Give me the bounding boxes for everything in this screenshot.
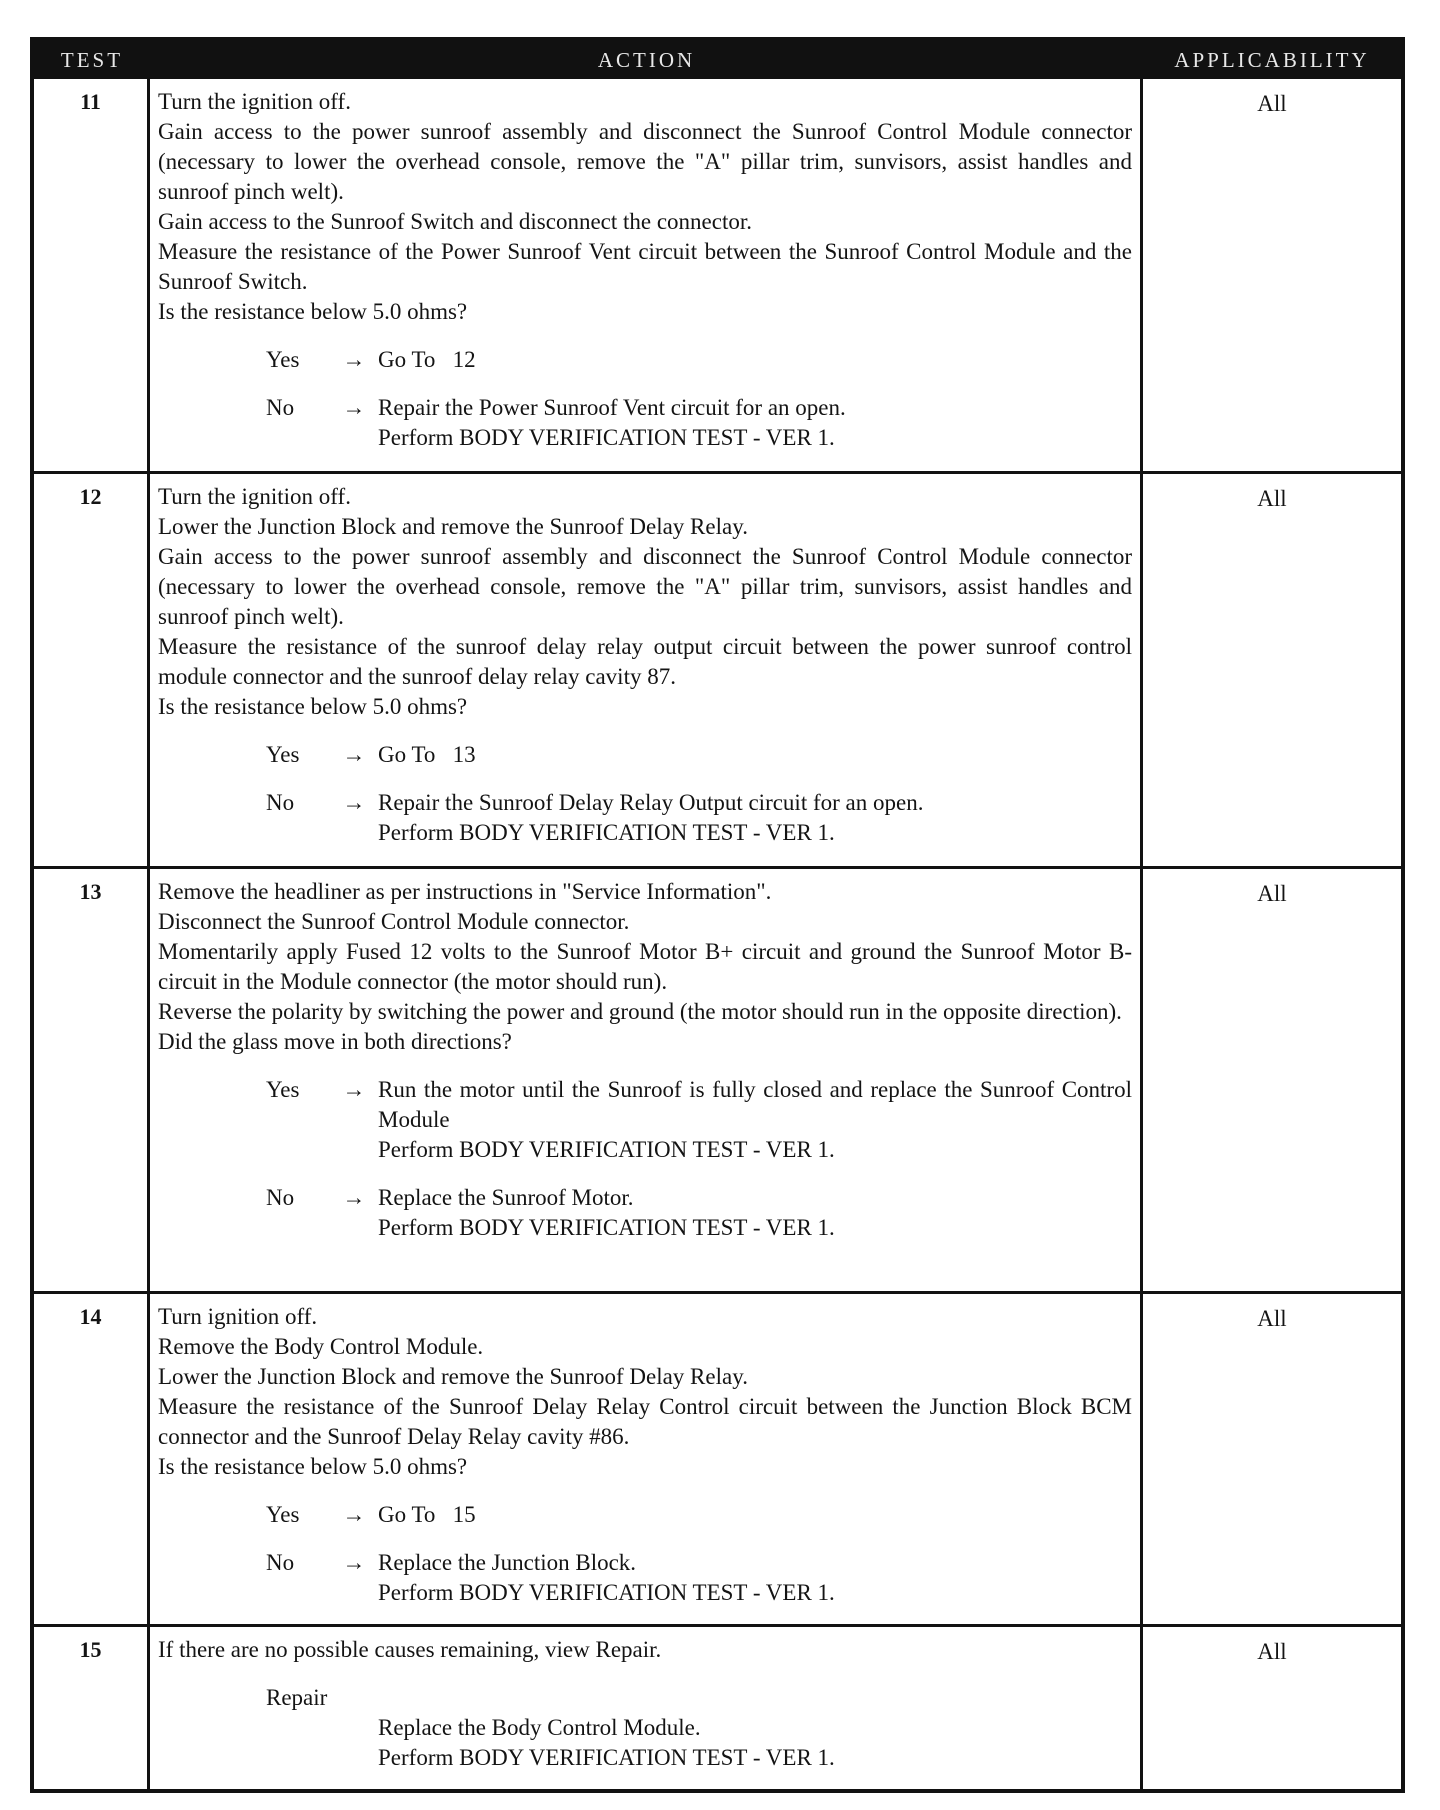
action-cell	[150, 1627, 1143, 1789]
instruction-line: Measure the resistance of the Power Sunroof Vent circuit between the Sunroof Control Module and the Sunroof Switch.	[158, 239, 1132, 294]
yes-text	[378, 1500, 1132, 1530]
applicability-value: All	[1257, 91, 1287, 116]
applicability-value: All	[1257, 881, 1287, 906]
no-label: No	[266, 1550, 295, 1575]
instruction-line: Measure the resistance of the Sunroof Delay Relay Control circuit between the Junction Block BCM connector and the Sunroof Delay Relay cavity #86.	[158, 1394, 1132, 1449]
yes-result	[266, 1500, 1132, 1530]
no-text	[378, 393, 1132, 453]
instruction-line: Is the resistance below 5.0 ohms?	[158, 1454, 468, 1479]
table-row	[34, 79, 1401, 474]
no-result	[266, 1183, 1132, 1243]
instruction-line: Is the resistance below 5.0 ohms?	[158, 694, 468, 719]
no-text	[378, 1548, 1132, 1608]
result-line: Perform BODY VERIFICATION TEST - VER 1.	[378, 1580, 835, 1605]
instruction-line: Reverse the polarity by switching the power and ground (the motor should run in the opposite direction).	[158, 999, 1122, 1024]
instruction-line: Gain access to the power sunroof assembly and disconnect the Sunroof Control Module connector (necessary to lower the overhead console, remove the "A" pillar trim, sunvisors, assist handles and sunroof pinch welt).	[158, 544, 1132, 629]
result-line: Go To 13	[378, 742, 476, 767]
no-text	[378, 788, 1132, 848]
yes-label: Yes	[266, 742, 300, 767]
applicability-value: All	[1257, 486, 1287, 511]
instructions	[158, 1635, 1132, 1665]
arrow-right-icon: →	[342, 1185, 366, 1210]
result-line: Perform BODY VERIFICATION TEST - VER 1.	[378, 820, 835, 845]
instructions	[158, 482, 1132, 722]
result-line: Perform BODY VERIFICATION TEST - VER 1.	[378, 425, 835, 450]
no-result	[266, 393, 1132, 453]
instructions	[158, 877, 1132, 1057]
instruction-line: Gain access to the Sunroof Switch and disconnect the connector.	[158, 209, 753, 234]
instruction-line: If there are no possible causes remaining, view Repair.	[158, 1637, 662, 1662]
no-text	[378, 1183, 1132, 1243]
no-result	[266, 1548, 1132, 1608]
instruction-line: Turn the ignition off.	[158, 89, 351, 114]
instruction-line: Measure the resistance of the sunroof delay relay output circuit between the power sunroof control module connector and the sunroof delay relay cavity 87.	[158, 634, 1132, 689]
applicability-value: All	[1257, 1306, 1287, 1331]
table-row	[34, 869, 1401, 1294]
arrow-right-icon: →	[342, 395, 366, 420]
yes-label: Yes	[266, 1077, 300, 1102]
result-line: Replace the Sunroof Motor.	[378, 1185, 634, 1210]
header-test: TEST	[60, 47, 124, 72]
no-label: No	[266, 1185, 295, 1210]
action-cell	[150, 474, 1143, 866]
yes-result	[266, 345, 1132, 375]
yes-label: Yes	[266, 347, 300, 372]
yes-label: Yes	[266, 1502, 300, 1527]
instruction-line: Gain access to the power sunroof assembly and disconnect the Sunroof Control Module connector (necessary to lower the overhead console, remove the "A" pillar trim, sunvisors, assist handles and sunroof pinch welt).	[158, 119, 1132, 204]
table-header	[34, 41, 1401, 79]
action-cell	[150, 869, 1143, 1291]
instructions	[158, 1302, 1132, 1482]
arrow-right-icon: →	[342, 1502, 366, 1527]
no-label: No	[266, 790, 295, 815]
instruction-line: Turn ignition off.	[158, 1304, 318, 1329]
test-number: 15	[34, 1627, 150, 1789]
result-line: Go To 12	[378, 347, 476, 372]
instruction-line: Momentarily apply Fused 12 volts to the Sunroof Motor B+ circuit and ground the Sunroof Motor B- circuit in the Module connector (the motor should run).	[158, 939, 1132, 994]
instruction-line: Lower the Junction Block and remove the Sunroof Delay Relay.	[158, 1364, 748, 1389]
instruction-line: Did the glass move in both directions?	[158, 1029, 512, 1054]
instruction-line: Turn the ignition off.	[158, 484, 351, 509]
table-row	[34, 1627, 1401, 1789]
result-line: Repair the Sunroof Delay Relay Output circuit for an open.	[378, 790, 924, 815]
result-line: Perform BODY VERIFICATION TEST - VER 1.	[378, 1215, 835, 1240]
instruction-line: Remove the headliner as per instructions in "Service Information".	[158, 879, 772, 904]
arrow-right-icon: →	[342, 742, 366, 767]
diagnostic-test-table	[30, 37, 1405, 1793]
action-cell	[150, 79, 1143, 471]
result-line: Repair the Power Sunroof Vent circuit for an open.	[378, 395, 846, 420]
arrow-right-icon: →	[342, 1550, 366, 1575]
result-line: Replace the Junction Block.	[378, 1550, 637, 1575]
yes-text	[378, 740, 1132, 770]
test-number: 11	[34, 79, 150, 471]
test-number: 14	[34, 1294, 150, 1624]
header-applicability: APPLICABILITY	[1174, 47, 1370, 72]
applicability-value: All	[1257, 1639, 1287, 1664]
yes-result	[266, 1075, 1132, 1165]
instruction-line: Disconnect the Sunroof Control Module connector.	[158, 909, 630, 934]
yes-result	[266, 740, 1132, 770]
test-number: 12	[34, 474, 150, 866]
test-number: 13	[34, 869, 150, 1291]
arrow-right-icon: →	[342, 1077, 366, 1102]
repair-line: Perform BODY VERIFICATION TEST - VER 1.	[378, 1745, 835, 1770]
result-line: Run the motor until the Sunroof is fully closed and replace the Sunroof Control Module	[378, 1077, 1132, 1132]
no-result	[266, 788, 1132, 848]
repair-line: Replace the Body Control Module.	[378, 1715, 701, 1740]
arrow-right-icon: →	[342, 790, 366, 815]
instruction-line: Is the resistance below 5.0 ohms?	[158, 299, 468, 324]
yes-text	[378, 345, 1132, 375]
instructions	[158, 87, 1132, 327]
repair-text	[378, 1713, 1132, 1773]
table-row	[34, 474, 1401, 869]
header-action: ACTION	[597, 47, 696, 72]
table-row	[34, 1294, 1401, 1627]
instruction-line: Remove the Body Control Module.	[158, 1334, 484, 1359]
yes-text	[378, 1075, 1132, 1165]
repair-label: Repair	[266, 1685, 328, 1710]
action-cell	[150, 1294, 1143, 1624]
no-label: No	[266, 395, 295, 420]
result-line: Go To 15	[378, 1502, 476, 1527]
result-line: Perform BODY VERIFICATION TEST - VER 1.	[378, 1137, 835, 1162]
arrow-right-icon: →	[342, 347, 366, 372]
instruction-line: Lower the Junction Block and remove the Sunroof Delay Relay.	[158, 514, 748, 539]
